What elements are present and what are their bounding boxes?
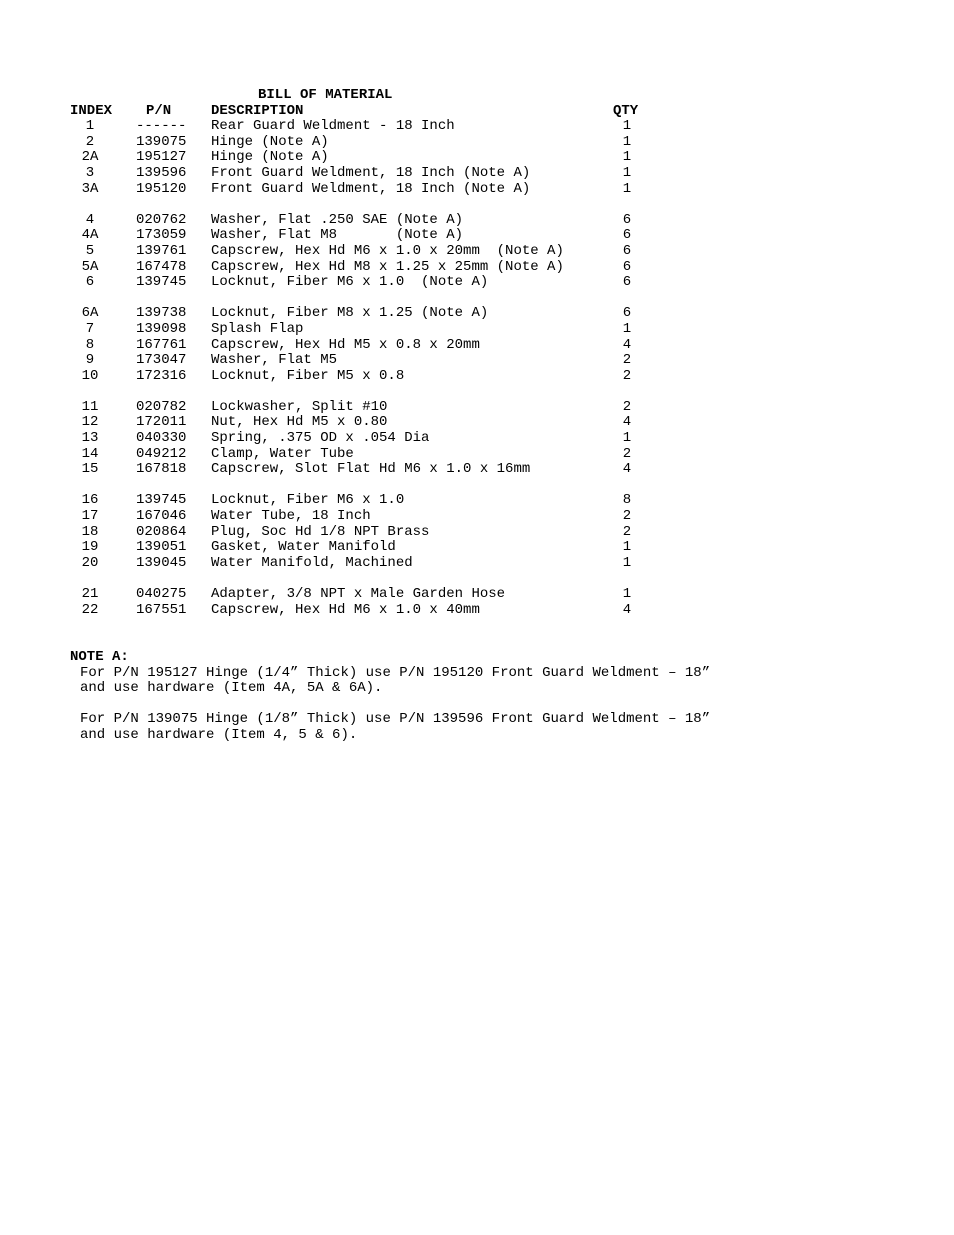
cell-description: Water Manifold, Machined	[211, 554, 413, 571]
cell-description: Washer, Flat .250 SAE (Note A)	[211, 211, 464, 228]
cell-description: Splash Flap	[211, 320, 304, 337]
cell-pn: 195120	[136, 180, 187, 197]
bom-table	[70, 104, 670, 619]
cell-description: Locknut, Fiber M6 x 1.0	[211, 492, 405, 509]
table-row	[70, 119, 670, 135]
cell-index: 15	[81, 461, 99, 478]
cell-description: Water Tube, 18 Inch	[211, 508, 371, 525]
cell-index: 9	[85, 352, 95, 369]
cell-index: 14	[81, 445, 99, 462]
cell-qty: 2	[622, 508, 632, 525]
table-row	[70, 556, 670, 572]
cell-description: Front Guard Weldment, 18 Inch (Note A)	[211, 164, 531, 181]
cell-index: 12	[81, 414, 99, 431]
cell-qty: 8	[622, 492, 632, 509]
cell-index: 21	[81, 586, 99, 602]
cell-description: Locknut, Fiber M6 x 1.0 (Note A)	[211, 274, 489, 291]
table-row	[70, 275, 670, 291]
group-spacer	[70, 478, 670, 494]
cell-qty: 1	[622, 430, 632, 447]
table-row	[70, 338, 670, 354]
cell-qty: 1	[622, 539, 632, 556]
cell-index: 18	[81, 523, 99, 540]
cell-pn: 172316	[136, 367, 187, 384]
table-row	[70, 150, 670, 166]
cell-pn: 139738	[136, 305, 187, 322]
cell-pn: 040275	[136, 586, 187, 602]
cell-qty: 6	[622, 242, 632, 259]
cell-index: 2	[85, 133, 95, 150]
cell-pn: 139745	[136, 492, 187, 509]
cell-pn: 139098	[136, 320, 187, 337]
cell-description: Clamp, Water Tube	[211, 445, 354, 462]
note-a	[70, 650, 890, 759]
cell-qty: 2	[622, 445, 632, 462]
cell-qty: 6	[622, 258, 632, 275]
cell-qty: 6	[622, 274, 632, 291]
cell-qty: 2	[622, 523, 632, 540]
table-row	[70, 306, 670, 322]
table-row	[70, 369, 670, 385]
cell-description: Locknut, Fiber M8 x 1.25 (Note A)	[211, 305, 489, 322]
note-line: For P/N 195127 Hinge (1/4” Thick) use P/N 195120 Front Guard Weldment – 18”	[80, 664, 711, 681]
cell-index: 3A	[81, 180, 99, 197]
cell-qty: 1	[622, 118, 632, 135]
cell-description: Front Guard Weldment, 18 Inch (Note A)	[211, 180, 531, 197]
cell-index: 13	[81, 430, 99, 447]
cell-description: Locknut, Fiber M5 x 0.8	[211, 367, 405, 384]
cell-pn: 195127	[136, 149, 187, 166]
cell-description: Capscrew, Hex Hd M8 x 1.25 x 25mm (Note A)	[211, 258, 564, 275]
cell-pn: 139045	[136, 554, 187, 571]
cell-description: Nut, Hex Hd M5 x 0.80	[211, 414, 388, 431]
cell-index: 5A	[81, 258, 99, 275]
column-header-index: INDEX	[70, 102, 113, 119]
table-row	[70, 603, 670, 619]
cell-qty: 6	[622, 305, 632, 322]
cell-pn: 020864	[136, 523, 187, 540]
cell-description: Hinge (Note A)	[211, 133, 329, 150]
cell-qty: 4	[622, 601, 632, 618]
cell-description: Washer, Flat M5	[211, 352, 338, 369]
cell-pn: 139051	[136, 539, 187, 556]
note-paragraphs	[70, 666, 890, 744]
cell-pn: 020782	[136, 398, 187, 415]
cell-index: 4A	[81, 227, 99, 244]
bom-rows	[70, 119, 670, 618]
table-row	[70, 260, 670, 276]
table-row	[70, 166, 670, 182]
cell-index: 2A	[81, 149, 99, 166]
table-row	[70, 431, 670, 447]
cell-qty: 4	[622, 414, 632, 431]
note-paragraph	[70, 666, 890, 697]
table-row	[70, 244, 670, 260]
cell-index: 1	[85, 118, 95, 135]
group-spacer	[70, 571, 670, 587]
cell-qty: 4	[622, 336, 632, 353]
bom-title: BILL OF MATERIAL	[258, 87, 393, 103]
cell-index: 8	[85, 336, 95, 353]
note-paragraph	[70, 712, 890, 743]
cell-qty: 6	[622, 211, 632, 228]
cell-index: 6A	[81, 305, 99, 322]
cell-pn: 139596	[136, 164, 187, 181]
cell-pn: 173047	[136, 352, 187, 369]
cell-qty: 1	[622, 554, 632, 571]
table-row	[70, 525, 670, 541]
cell-qty: 1	[622, 149, 632, 166]
group-spacer	[70, 384, 670, 400]
group-spacer	[70, 291, 670, 307]
cell-index: 19	[81, 539, 99, 556]
table-row	[70, 462, 670, 478]
cell-index: 11	[81, 398, 99, 415]
cell-description: Hinge (Note A)	[211, 149, 329, 166]
table-row	[70, 182, 670, 198]
cell-description: Washer, Flat M8 (Note A)	[211, 227, 464, 244]
cell-pn: 049212	[136, 445, 187, 462]
cell-index: 10	[81, 367, 99, 384]
table-header-row	[70, 104, 670, 120]
table-row	[70, 322, 670, 338]
cell-pn: 167551	[136, 601, 187, 618]
table-row	[70, 353, 670, 369]
table-row	[70, 540, 670, 556]
cell-qty: 1	[622, 133, 632, 150]
note-line: and use hardware (Item 4, 5 & 6).	[80, 726, 358, 743]
cell-description: Lockwasher, Split #10	[211, 398, 388, 415]
note-title: NOTE A:	[70, 649, 129, 665]
table-row	[70, 493, 670, 509]
table-row	[70, 415, 670, 431]
cell-qty: 1	[622, 320, 632, 337]
cell-qty: 2	[622, 367, 632, 384]
cell-pn: 020762	[136, 211, 187, 228]
cell-description: Capscrew, Slot Flat Hd M6 x 1.0 x 16mm	[211, 461, 531, 478]
cell-qty: 4	[622, 461, 632, 478]
cell-index: 4	[85, 211, 95, 228]
cell-index: 6	[85, 274, 95, 291]
cell-description: Capscrew, Hex Hd M6 x 1.0 x 20mm (Note A)	[211, 242, 564, 259]
cell-pn: 167046	[136, 508, 187, 525]
table-row	[70, 213, 670, 229]
table-row	[70, 587, 670, 603]
cell-description: Gasket, Water Manifold	[211, 539, 396, 556]
cell-description: Adapter, 3/8 NPT x Male Garden Hose	[211, 586, 506, 602]
cell-index: 20	[81, 554, 99, 571]
cell-description: Capscrew, Hex Hd M5 x 0.8 x 20mm	[211, 336, 480, 353]
table-row	[70, 228, 670, 244]
cell-index: 17	[81, 508, 99, 525]
column-header-qty: QTY	[613, 102, 639, 119]
group-spacer	[70, 197, 670, 213]
cell-pn: 173059	[136, 227, 187, 244]
note-line: For P/N 139075 Hinge (1/8” Thick) use P/N 139596 Front Guard Weldment – 18”	[80, 711, 711, 728]
cell-pn: 139075	[136, 133, 187, 150]
cell-qty: 1	[622, 586, 632, 602]
cell-description: Plug, Soc Hd 1/8 NPT Brass	[211, 523, 430, 540]
cell-qty: 2	[622, 352, 632, 369]
table-row	[70, 509, 670, 525]
cell-qty: 1	[622, 164, 632, 181]
table-row	[70, 135, 670, 151]
cell-qty: 1	[622, 180, 632, 197]
note-line: and use hardware (Item 4A, 5A & 6A).	[80, 680, 383, 697]
cell-pn: 167761	[136, 336, 187, 353]
table-row	[70, 447, 670, 463]
cell-qty: 2	[622, 398, 632, 415]
cell-description: Spring, .375 OD x .054 Dia	[211, 430, 430, 447]
cell-pn: ------	[136, 118, 187, 135]
cell-pn: 167818	[136, 461, 187, 478]
cell-index: 7	[85, 320, 95, 337]
cell-pn: 167478	[136, 258, 187, 275]
cell-pn: 139745	[136, 274, 187, 291]
column-header-description: DESCRIPTION	[211, 102, 304, 119]
cell-qty: 6	[622, 227, 632, 244]
cell-index: 5	[85, 242, 95, 259]
column-header-pn: P/N	[146, 102, 172, 119]
cell-pn: 139761	[136, 242, 187, 259]
cell-description: Capscrew, Hex Hd M6 x 1.0 x 40mm	[211, 601, 480, 618]
cell-pn: 040330	[136, 430, 187, 447]
cell-index: 16	[81, 492, 99, 509]
table-row	[70, 400, 670, 416]
cell-pn: 172011	[136, 414, 187, 431]
cell-index: 22	[81, 601, 99, 618]
cell-index: 3	[85, 164, 95, 181]
cell-description: Rear Guard Weldment - 18 Inch	[211, 118, 455, 135]
